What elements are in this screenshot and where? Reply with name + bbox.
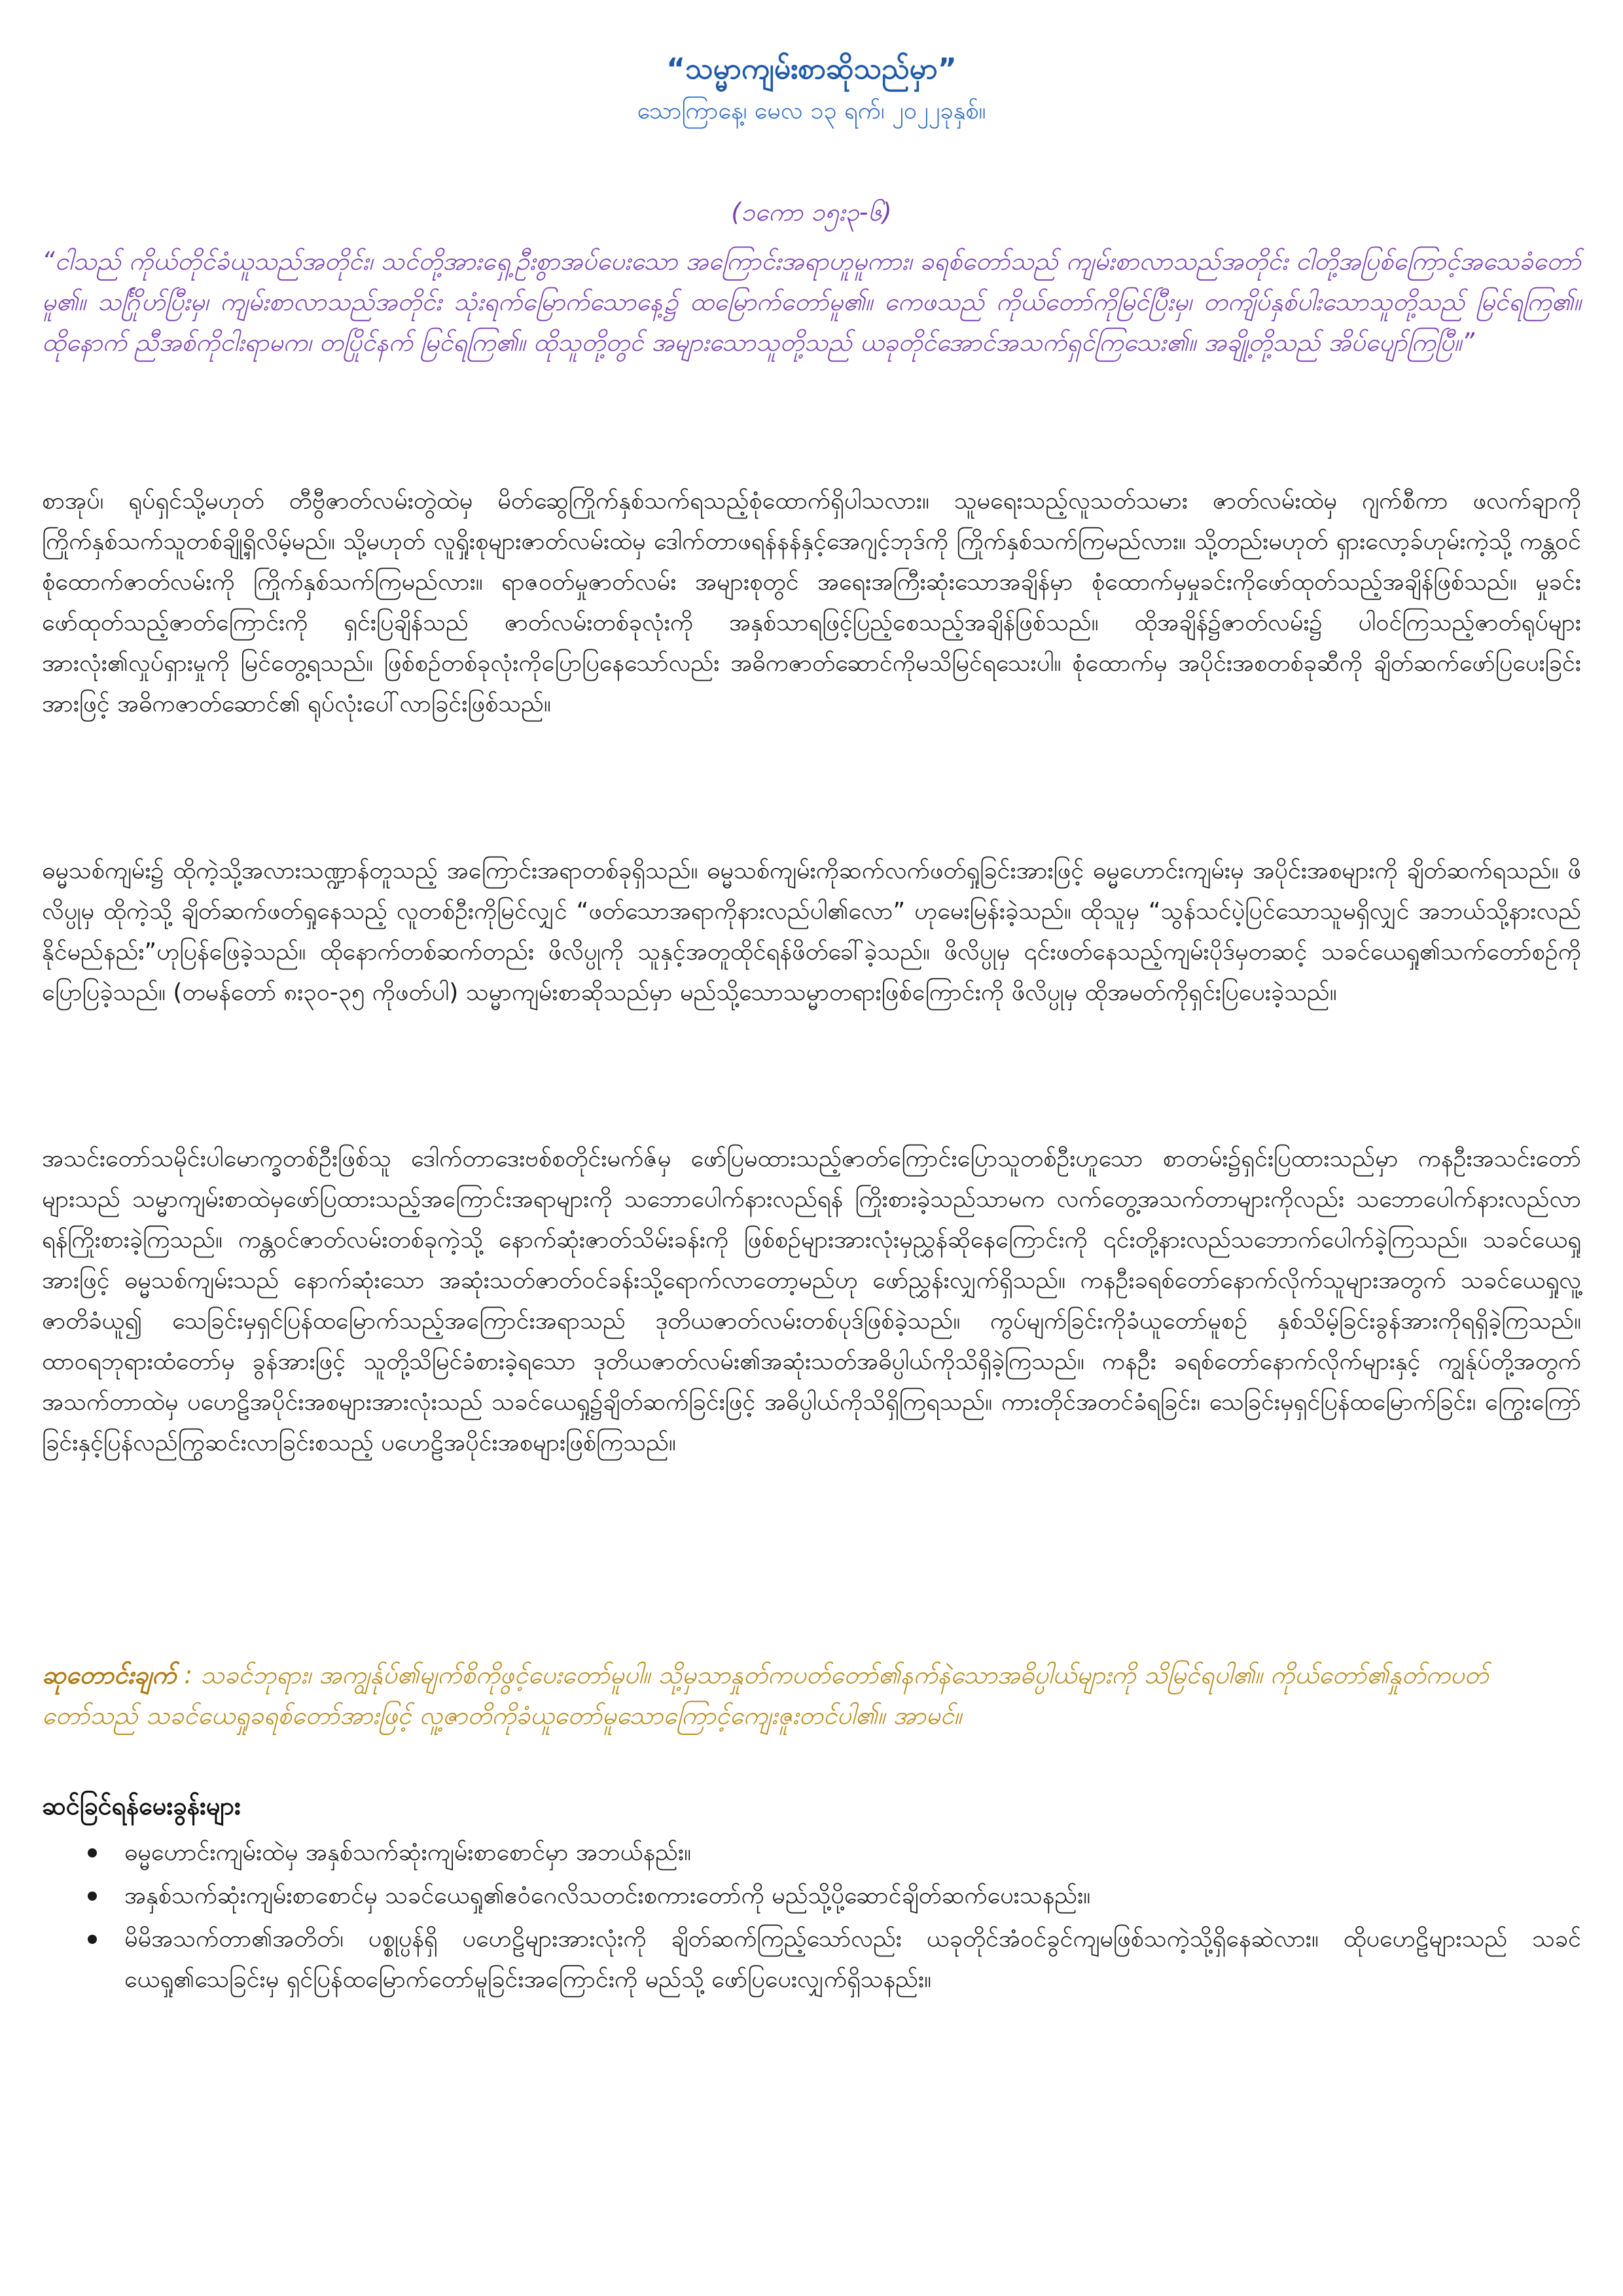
question-item: [85, 1833, 1581, 1873]
question-text: မိမိအသက်တာ၏အတိတ်၊ ပစ္စုပ္ပန်ရှိ ပဟေဠိများအားလုံးကို ချိတ်ဆက်ကြည့်သော်လည်း ယခုတိုင်အံဝင်ခွင်ကျမဖြစ်သကဲ့သို့ရှိနေဆဲလား။ ထိုပဟေဠိများသည် သခင်ယေရှု၏သေခြင်းမှ ရှင်ပြန်ထမြောက်တော်မူခြင်းအကြောင်းကို မည်သို့ ဖော်ပြပေးလျှက်ရှိသနည်း။: [124, 1926, 1581, 1993]
bullet-icon: [88, 1892, 97, 1901]
date-line: သောကြာနေ့၊ မေလ ၁၃ ရက်၊ ၂၀၂၂ခုနှစ်။: [637, 98, 986, 124]
question-item: [85, 1919, 1581, 2000]
question-text: အနှစ်သက်ဆုံးကျမ်းစာစောင်မှ သခင်ယေရှု၏ဧဝံဂေလိသတင်းစကားတော်ကို မည်သို့ပို့ဆောင်ချိတ်ဆက်ပေးသနည်း။: [124, 1882, 1091, 1909]
body-paragraph-2: ဓမ္မသစ်ကျမ်း၌ ထိုကဲ့သို့အလားသဏ္ဍာန်တူသည့် အကြောင်းအရာတစ်ခုရှိသည်။ ဓမ္မသစ်ကျမ်းကိုဆက်လက်ဖတ်ရှုခြင်းအားဖြင့် ဓမ္မဟောင်းကျမ်းမှ အပိုင်းအစများကို ချိတ်ဆက်ရသည်။ ဖိလိပ္ပုမှ ထိုကဲ့သို့ ချိတ်ဆက်ဖတ်ရှုနေသည့် လူတစ်ဦးကိုမြင်လျှင် “ဖတ်သောအရာကိုနားလည်ပါ၏လော” ဟုမေးမြန်းခဲ့သည်။ ထိုသူမှ “သွန်သင်ပဲ့ပြင်သောသူမရှိလျှင် အဘယ်သို့နားလည်နိုင်မည်နည်း”ဟုပြန်ဖြေခဲ့သည်။ ထိုနောက်တစ်ဆက်တည်း ဖိလိပ္ပုကို သူနှင့်အတူထိုင်ရန်ဖိတ်ခေါ်ခဲ့သည်။ ဖိလိပ္ပုမှ ၎င်းဖတ်နေသည့်ကျမ်းပိုဒ်မှတဆင့် သခင်ယေရှု၏သက်တော်စဉ်ကိုပြောပြခဲ့သည်။ (တမန်တော် ၈း၃၀-၃၅ ကိုဖတ်ပါ) သမ္မာကျမ်းစာဆိုသည်မှာ မည်သို့သောသမ္မာတရားဖြစ်ကြောင်းကို ဖိလိပ္ပုမှ ထိုအမတ်ကိုရှင်းပြပေးခဲ့သည်။: [42, 857, 1581, 1006]
prayer-separator: :: [176, 1660, 201, 1689]
question-text: ဓမ္မဟောင်းကျမ်းထဲမှ အနှစ်သက်ဆုံးကျမ်းစာစောင်မှာ အဘယ်နည်း။: [124, 1839, 692, 1866]
scripture-passage: “ငါသည် ကိုယ်တိုင်ခံယူသည်အတိုင်း၊ သင်တို့အားရှေ့ဦးစွာအပ်ပေးသော အကြောင်းအရာဟူမူကား၊ ခရစ်တော်သည် ကျမ်းစာလာသည်အတိုင်း ငါတို့အပြစ်ကြောင့်အသေခံတော်မူ၏။ သင်္ဂြိုဟ်ပြီးမှ၊ ကျမ်းစာလာသည်အတိုင်း သုံးရက်မြောက်သောနေ့၌ ထမြောက်တော်မူ၏။ ကေဖသည် ကိုယ်တော်ကိုမြင်ပြီးမှ၊ တကျိပ်နှစ်ပါးသောသူတို့သည် မြင်ရကြ၏။ ထိုနောက် ညီအစ်ကိုငါးရာမက၊ တပြိုင်နက် မြင်ရကြ၏။ ထိုသူတို့တွင် အများသောသူတို့သည် ယခုတိုင်အောင်အသက်ရှင်ကြသေး၏။ အချို့တို့သည် အိပ်ပျော်ကြပြီ။”: [42, 247, 1581, 357]
prayer-label: ဆုတောင်းချက်: [42, 1660, 177, 1689]
page-title: “သမ္မာကျမ်းစာဆိုသည်မှာ”: [666, 52, 957, 86]
body-paragraph-1: စာအုပ်၊ ရုပ်ရှင်သို့မဟုတ် တီဗွီဇာတ်လမ်းတွဲထဲမှ မိတ်ဆွေကြိုက်နှစ်သက်ရသည့်စုံထောက်ရှိပါသလား။ သူမရေးသည့်လူသတ်သမား ဇာတ်လမ်းထဲမှ ဂျက်စီကာ ဖလက်ချာကို ကြိုက်နှစ်သက်သူတစ်ချို့ရှိလိမ့်မည်။ သို့မဟုတ် လူရှိုးစုများဇာတ်လမ်းထဲမှ ဒေါက်တာဖရန်နန်နှင့်အေဂျင့်ဘုဒ်ကို ကြိုက်နှစ်သက်ကြမည်လား။ သို့တည်းမဟုတ် ရှားလော့ခ်ဟုမ်းကဲ့သို့ ကန္တဝင်စုံထောက်ဇာတ်လမ်းကို ကြိုက်နှစ်သက်ကြမည်လား။ ရာဇဝတ်မှုဇာတ်လမ်း အများစုတွင် အရေးအကြီးဆုံးသောအချိန်မှာ စုံထောက်မှမှုခင်းကိုဖော်ထုတ်သည့်အချိန်ဖြစ်သည်။ မှုခင်းဖော်ထုတ်သည့်ဇာတ်ကြောင်းကို ရှင်းပြချိန်သည် ဇာတ်လမ်းတစ်ခုလုံးကို အနှစ်သာရဖြင့်ပြည့်စေသည့်အချိန်ဖြစ်သည်။ ထိုအချိန်၌ဇာတ်လမ်း၌ ပါဝင်ကြသည့်ဇာတ်ရုပ်များအားလုံး၏လှုပ်ရှားမှုကို မြင်တွေ့ရသည်။ ဖြစ်စဉ်တစ်ခုလုံးကိုပြောပြနေသော်လည်း အဓိကဇာတ်ဆောင်ကိုမသိမြင်ရသေးပါ။ စုံထောက်မှ အပိုင်းအစတစ်ခုဆီကို ချိတ်ဆက်ဖော်ပြပေးခြင်းအားဖြင့် အဓိကဇာတ်ဆောင်၏ ရုပ်လုံးပေါ်လာခြင်းဖြစ်သည်။: [42, 488, 1581, 717]
questions-heading: ဆင်ခြင်ရန်မေးခွန်းများ: [42, 1791, 241, 1820]
question-item: [85, 1876, 1581, 1916]
bullet-icon: [88, 1935, 97, 1944]
questions-list: [85, 1833, 1581, 2003]
prayer-text: သခင်ဘုရား၊ အကျွန်ုပ်၏မျက်စိကိုဖွင့်ပေးတော်မူပါ။ သို့မှသာနှုတ်ကပတ်တော်၏နက်နဲသောအဓိပ္ပါယ်များကို သိမြင်ရပါ၏။ ကိုယ်တော်၏နှုတ်ကပတ်တော်သည် သခင်ယေရှုခရစ်တော်အားဖြင့် လူ့ဇာတိကိုခံယူတော်မူသောကြောင့်ကျေးဇူးတင်ပါ၏။ အာမင်။: [42, 1660, 1489, 1730]
scripture-reference: (၁ကော ၁၅း၃-၆): [731, 198, 892, 226]
bullet-icon: [88, 1848, 97, 1857]
prayer-block: [42, 1655, 1581, 1736]
body-paragraph-3: အသင်းတော်သမိုင်းပါမောက္ခတစ်ဦးဖြစ်သူ ဒေါက်တာဒေးဗစ်စတိုင်းမက်ဇ်မှ ဖော်ပြမထားသည့်ဇာတ်ကြောင်းပြောသူတစ်ဦးဟူသော စာတမ်း၌ရှင်းပြထားသည်မှာ ကနဦးအသင်းတော်များသည် သမ္မာကျမ်းစာထဲမှဖော်ပြထားသည့်အကြောင်းအရာများကို သဘောပေါက်နားလည်ရန် ကြိုးစားခဲ့သည်သာမက လက်တွေ့အသက်တာများကိုလည်း သဘောပေါက်နားလည်လာရန်ကြိုးစားခဲ့ကြသည်။ ကန္တဝင်ဇာတ်လမ်းတစ်ခုကဲ့သို့ နောက်ဆုံးဇာတ်သိမ်းခန်းကို ဖြစ်စဉ်များအားလုံးမှညွှန်ဆိုနေကြောင်းကို ၎င်းတို့နားလည်သဘောက်ပေါက်ခဲ့ကြသည်။ သခင်ယေရှုအားဖြင့် ဓမ္မသစ်ကျမ်းသည် နောက်ဆုံးသော အဆုံးသတ်ဇာတ်ဝင်ခန်းသို့ရောက်လာတော့မည်ဟု ဖော်ညွှန်းလျှက်ရှိသည်။ ကနဦးခရစ်တော်နောက်လိုက်သူများအတွက် သခင်ယေရှုလူ့ဇာတိခံယူ၍ သေခြင်းမှရှင်ပြန်ထမြောက်သည့်အကြောင်းအရာသည် ဒုတိယဇာတ်လမ်းတစ်ပုဒ်ဖြစ်ခဲ့သည်။ ကွပ်မျက်ခြင်းကိုခံယူတော်မူစဉ် နှစ်သိမ့်ခြင်းခွန်အားကိုရရှိခဲ့ကြသည်။ ထာဝရဘုရားထံတော်မှ ခွန်အားဖြင့် သူတို့သိမြင်ခံစားခဲ့ရသော ဒုတိယဇာတ်လမ်း၏အဆုံးသတ်အဓိပ္ပါယ်ကိုသိရှိခဲ့ကြသည်။ ကနဦး ခရစ်တော်နောက်လိုက်များနှင့် ကျွန်ုပ်တို့အတွက် အသက်တာထဲမှ ပဟေဠိအပိုင်းအစများအားလုံးသည် သခင်ယေရှု၌ချိတ်ဆက်ခြင်းဖြင့် အဓိပ္ပါယ်ကိုသိရှိကြရသည်။ ကားတိုင်အတင်ခံရခြင်း၊ သေခြင်းမှရှင်ပြန်ထမြောက်ခြင်း၊ ကြွေးကြော်ခြင်းနှင့်ပြန်လည်ကြွဆင်းလာခြင်းစသည့် ပဟေဠိအပိုင်းအစများဖြစ်ကြသည်။: [42, 1145, 1581, 1456]
